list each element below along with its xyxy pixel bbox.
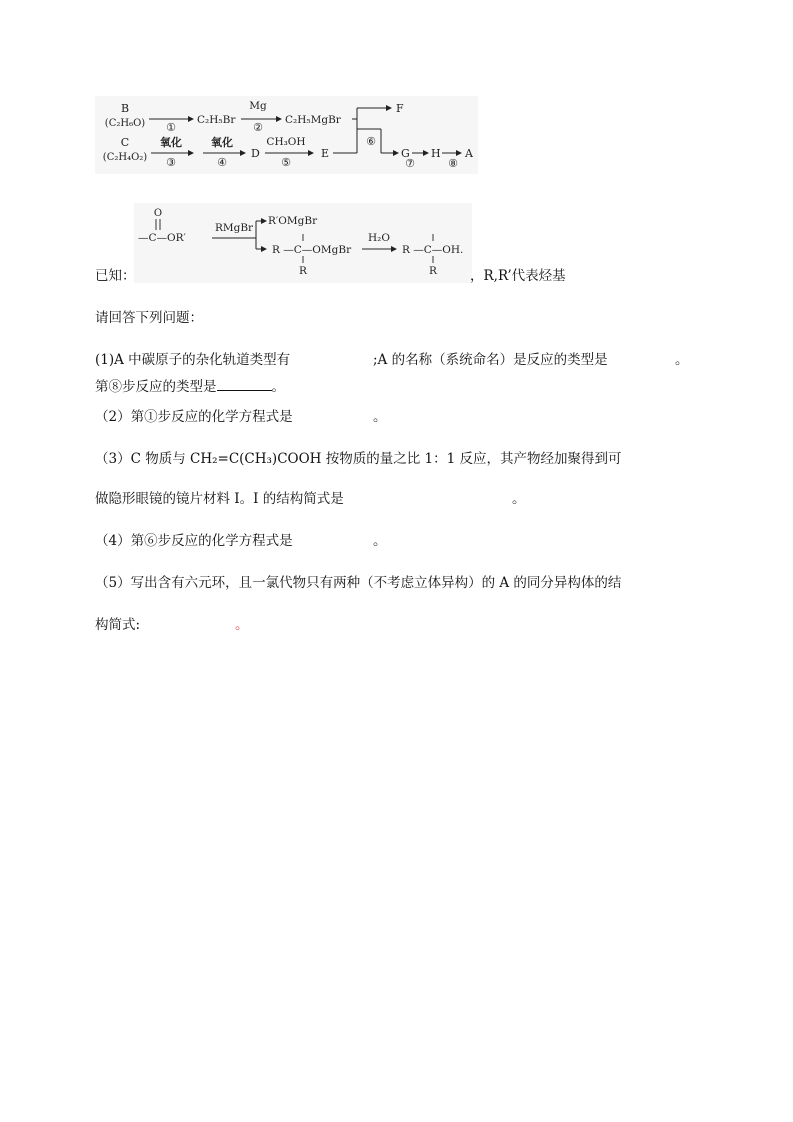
- q1-part-a: (1)A 中碳原子的杂化轨道类型有: [95, 352, 291, 368]
- step4-label: ④: [217, 156, 227, 169]
- reaction-scheme-svg: [95, 96, 478, 174]
- reaction-scheme: [95, 96, 478, 174]
- known-note: ，R,R’代表烃基: [470, 268, 566, 284]
- step2-label: ②: [253, 121, 263, 134]
- q5-period: 。: [235, 617, 249, 633]
- known-reaction-svg: [134, 203, 472, 283]
- alkoxide-r: R: [299, 265, 307, 277]
- q4-period: 。: [373, 533, 387, 549]
- q3-line1: （3）C 物质与 CH₂=C(CH₃)COOH 按物质的量之比 1：1 反应，其产物经加聚得到可: [95, 451, 622, 467]
- d-label: D: [251, 147, 260, 160]
- q1-part-b: ;A 的名称（系统命名）是反应的类型是: [373, 352, 608, 368]
- q5-line2: 构简式:: [95, 617, 141, 633]
- h-label: H: [431, 147, 441, 160]
- b-label: B: [120, 102, 130, 115]
- g-label: G: [401, 147, 410, 160]
- a-label: A: [465, 147, 473, 160]
- known-label: 已知：: [95, 268, 136, 284]
- e-label: E: [321, 147, 330, 160]
- q4-text: （4）第⑥步反应的化学方程式是: [95, 533, 293, 549]
- ch3oh-reagent: CH₃OH: [266, 136, 306, 148]
- q1-step8-text: 第⑧步反应的类型是: [95, 379, 217, 395]
- q2-text: （2）第①步反应的化学方程式是: [95, 409, 293, 425]
- questions-intro: 请回答下列问题：: [95, 310, 203, 326]
- q1-answer-blank[interactable]: [217, 378, 272, 391]
- step3-label: ③: [166, 156, 176, 169]
- step7-label: ⑦: [405, 157, 415, 170]
- c-label: C: [120, 136, 130, 149]
- f-label: F: [396, 102, 404, 115]
- step5-label: ⑤: [281, 156, 291, 169]
- rmgbr-reagent: RMgBr: [214, 222, 254, 234]
- q1-step8-period: 。: [271, 379, 285, 395]
- r-omgbr: R′OMgBr: [268, 215, 318, 227]
- step1-label: ①: [166, 121, 176, 134]
- c-formula: (C₂H₄O₂): [102, 152, 148, 163]
- c2h5mgbr: C₂H₅MgBr: [285, 114, 341, 126]
- step8-label: ⑧: [448, 157, 458, 170]
- q3-period: 。: [512, 491, 526, 507]
- carbonyl-o: O: [153, 208, 163, 219]
- q1-period: 。: [675, 352, 689, 368]
- q1-step8-prompt: [95, 378, 285, 396]
- known-reaction: [134, 203, 472, 283]
- h2o-reagent: H₂O: [368, 232, 390, 244]
- alkoxide-formula: R —C—OMgBr: [272, 244, 352, 256]
- b-formula: (C₂H₆O): [104, 118, 146, 129]
- q2-period: 。: [373, 409, 387, 425]
- q3-line2: 做隐形眼镜的镜片材料 I。I 的结构简式是: [95, 491, 344, 507]
- c2h5br: C₂H₅Br: [197, 114, 236, 126]
- q5-line1: （5）写出含有六元环，且一氯代物只有两种（不考虑立体异构）的 A 的同分异构体的结: [95, 575, 622, 591]
- step6-label: ⑥: [366, 135, 376, 148]
- ester-formula: —C—OR′: [138, 232, 186, 244]
- mg-reagent: Mg: [249, 100, 267, 112]
- oxidation1: 氧化: [160, 136, 182, 149]
- alcohol-formula: R —C—OH.: [402, 244, 464, 256]
- alcohol-r: R: [429, 265, 437, 277]
- oxidation2: 氧化: [211, 136, 233, 149]
